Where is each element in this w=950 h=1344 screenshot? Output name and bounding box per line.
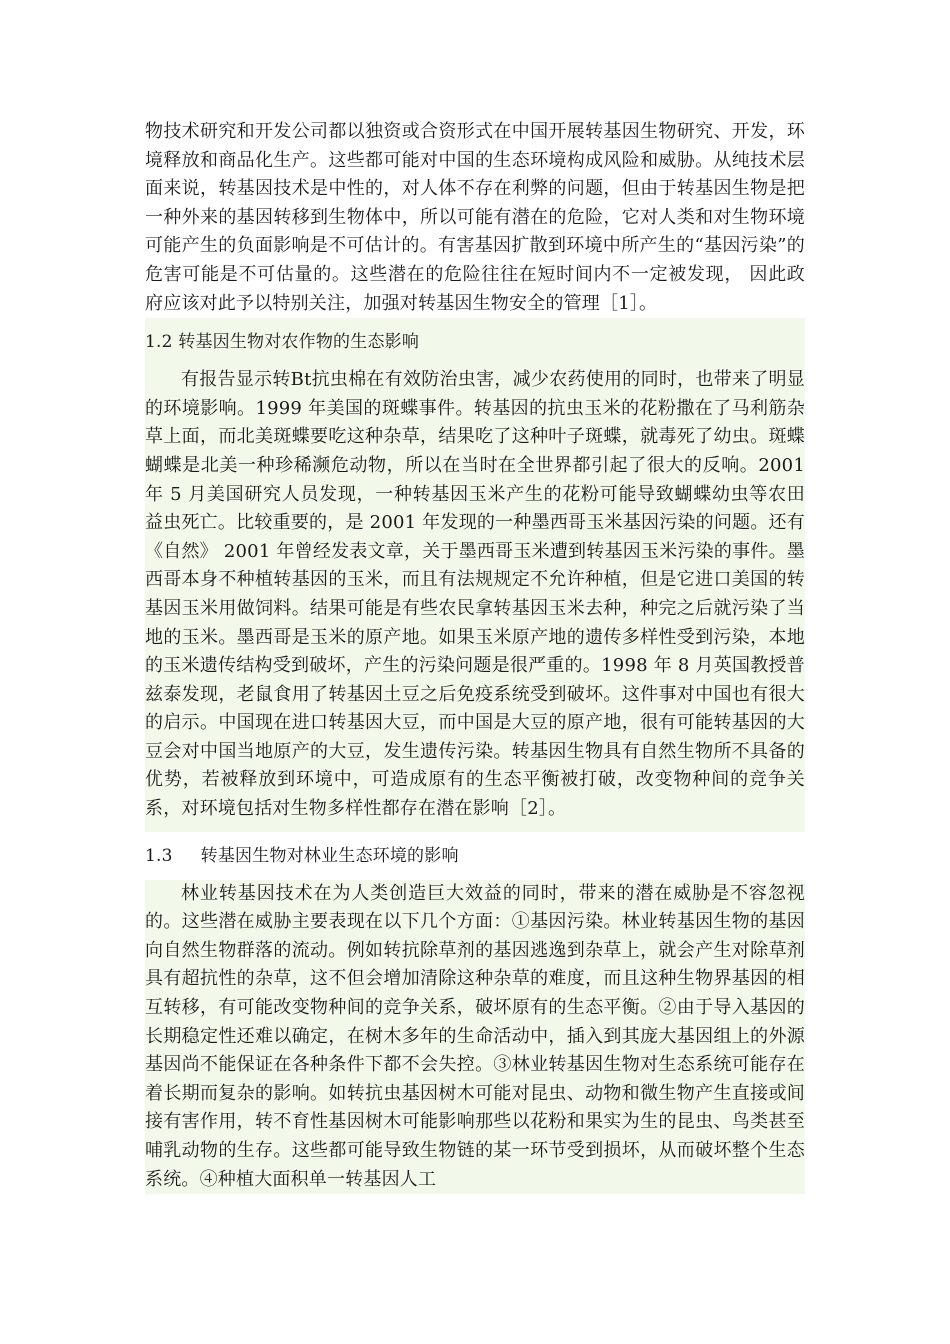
intro-paragraph: 物技术研究和开发公司都以独资或合资形式在中国开展转基因生物研究、开发，环境释放和商品化生产。这些都可能对中国的生态环境构成风险和威胁。从纯技术层面来说，转基因技术是中性的，对人体不存在利弊的问题，但由于转基因生物是把一种外来的基因转移到生物体中，所以可能有潜在的危险，它对人类和对生物环境可能产生的负面影响是不可估计的。有害基因扩散到环境中所产生的“基因污染”的危害可能是不可估量的。这些潜在的危险往往在短时间内不一定被发现， 因此政府应该对此予以特别关注，加强对转基因生物安全的管理［1］。 xyxy=(145,121,805,314)
section-heading-1-3: 1.3 转基因生物对林业生态环境的影响 xyxy=(145,845,459,866)
section-heading-1-2: 1.2 转基因生物对农作物的生态影响 xyxy=(145,332,420,353)
section-1-3 xyxy=(145,832,805,1195)
section-1-3-paragraph: 林业转基因技术在为人类创造巨大效益的同时，带来的潜在威胁是不容忽视的。这些潜在威胁主要表现在以下几个方面：①基因污染。林业转基因生物的基因向自然生物群落的流动。例如转抗除草剂的基因逃逸到杂草上，就会产生对除草剂具有超抗性的杂草，这不但会增加清除这种杂草的难度，而且这种生物界基因的相互转移，有可能改变物种间的竞争关系，破坏原有的生态平衡。②由于导入基因的长期稳定性还难以确定，在树木多年的生命活动中，插入到其庞大基因组上的外源基因尚不能保证在各种条件下都不会失控。③林业转基因生物对生态系统可能存在着长期而复杂的影响。如转抗虫基因树木可能对昆虫、动物和微生物产生直接或间接有害作用，转不育性基因树木可能影响那些以花粉和果实为生的昆虫、鸟类甚至哺乳动物的生存。这些都可能导致生物链的某一环节受到损坏，从而破坏整个生态系统。④种植大面积单一转基因人工 xyxy=(145,880,805,1195)
section-1-2-paragraph: 有报告显示转Bt抗虫棉在有效防治虫害，减少农药使用的同时，也带来了明显的环境影响。1999 年美国的斑蝶事件。转基因的抗虫玉米的花粉撒在了马利筋杂草上面，而北美斑蝶要吃这种杂草，结果吃了这种叶子斑蝶，就毒死了幼虫。斑蝶蝴蝶是北美一种珍稀濒危动物，所以在当时在全世界都引起了很大的反响。2001 年 5 月美国研究人员发现，一种转基因玉米产生的花粉可能导致蝴蝶幼虫等农田益虫死亡。比较重要的，是 2001 年发现的一种墨西哥玉米基因污染的问题。还有《自然》 2001 年曾经发表文章，关于墨西哥玉米遭到转基因玉米污染的事件。墨西哥本身不种植转基因的玉米，而且有法规规定不允许种植，但是它进口美国的转基因玉米用做饲料。结果可能是有些农民拿转基因玉米去种，种完之后就污染了当地的玉米。墨西哥是玉米的原产地。如果玉米原产地的遗传多样性受到污染，本地的玉米遗传结构受到破坏，产生的污染问题是很严重的。1998 年 8 月英国教授普兹泰发现，老鼠食用了转基因土豆之后免疫系统受到破坏。这件事对中国也有很大的启示。中国现在进口转基因大豆，而中国是大豆的原产地，很有可能转基因的大豆会对中国当地原产的大豆，发生遗传污染。转基因生物具有自然生物所不具备的优势，若被释放到环境中，可造成原有的生态平衡被打破，改变物种间的竞争关系，对环境包括对生物多样性都存在潜在影响［2］。 xyxy=(145,369,805,820)
section-1-2 xyxy=(145,318,805,832)
document-page xyxy=(145,118,805,1194)
